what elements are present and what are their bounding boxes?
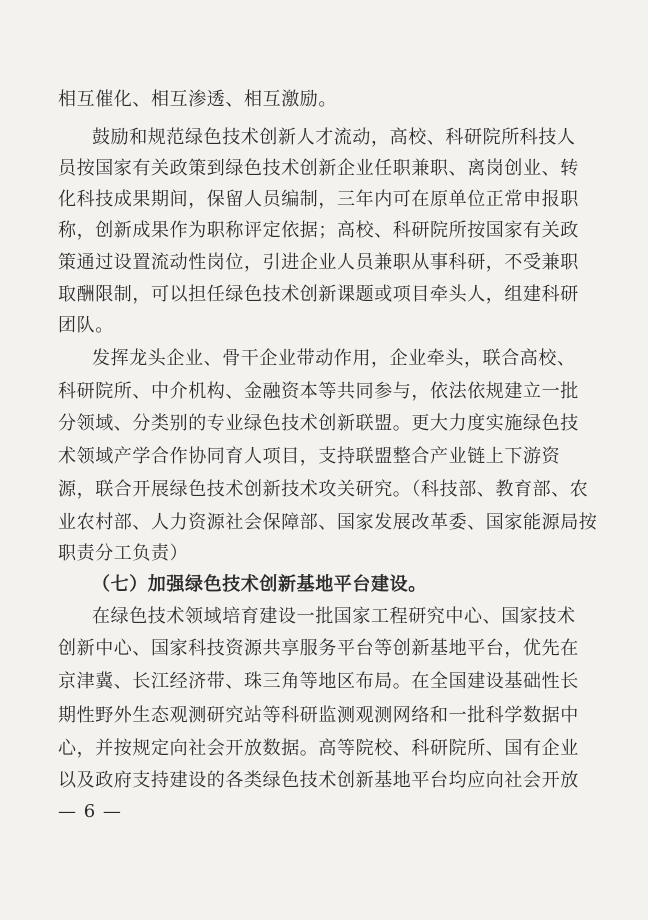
text-line: 心，并按规定向社会开放数据。高等院校、科研院所、国有企业 xyxy=(58,738,579,759)
text-line: 鼓励和规范绿色技术创新人才流动，高校、科研院所科技人 xyxy=(92,127,576,148)
text-line: 分领域、分类别的专业绿色技术创新联盟。更大力度实施绿色技 xyxy=(58,413,579,434)
text-line: 业农村部、人力资源社会保障部、国家发展改革委、国家能源局按 xyxy=(58,512,598,533)
text-line: 称，创新成果作为职称评定依据；高校、科研院所按国家有关政 xyxy=(58,220,579,241)
page-number: — 6 — xyxy=(58,801,122,822)
text-line: 京津冀、长江经济带、珠三角等地区布局。在全国建设基础性长 xyxy=(58,671,579,692)
text-line: 科研院所、中介机构、金融资本等共同参与，依法依规建立一批 xyxy=(58,381,579,402)
text-line: 创新中心、国家科技资源共享服务平台等创新基地平台，优先在 xyxy=(58,638,579,659)
text-line: 术领域产学合作协同育人项目，支持联盟整合产业链上下游资 xyxy=(58,446,561,467)
text-line: 策通过设置流动性岗位，引进企业人员兼职从事科研，不受兼职 xyxy=(58,252,579,273)
text-line: 团队。 xyxy=(58,315,114,336)
text-line: 在绿色技术领域培育建设一批国家工程研究中心、国家技术 xyxy=(92,606,576,627)
section-heading: （七）加强绿色技术创新基地平台建设。 xyxy=(92,574,427,595)
text-line: 期性野外生态观测研究站等科研监测观测网络和一批科学数据中 xyxy=(58,705,579,726)
text-line: 员按国家有关政策到绿色技术创新企业任职兼职、离岗创业、转 xyxy=(58,158,579,179)
text-line: 发挥龙头企业、骨干企业带动作用，企业牵头，联合高校、 xyxy=(92,348,576,369)
text-line: 以及政府支持建设的各类绿色技术创新基地平台均应向社会开放 xyxy=(58,770,579,791)
text-line: 相互催化、相互渗透、相互激励。 xyxy=(58,89,337,110)
text-line: 化科技成果期间，保留人员编制，三年内可在原单位正常申报职 xyxy=(58,189,579,210)
text-line: 取酬限制，可以担任绿色技术创新课题或项目牵头人，组建科研 xyxy=(58,284,579,305)
text-line: 源，联合开展绿色技术创新技术攻关研究。（科技部、教育部、农 xyxy=(58,479,589,500)
text-line: 职责分工负责） xyxy=(58,543,189,564)
